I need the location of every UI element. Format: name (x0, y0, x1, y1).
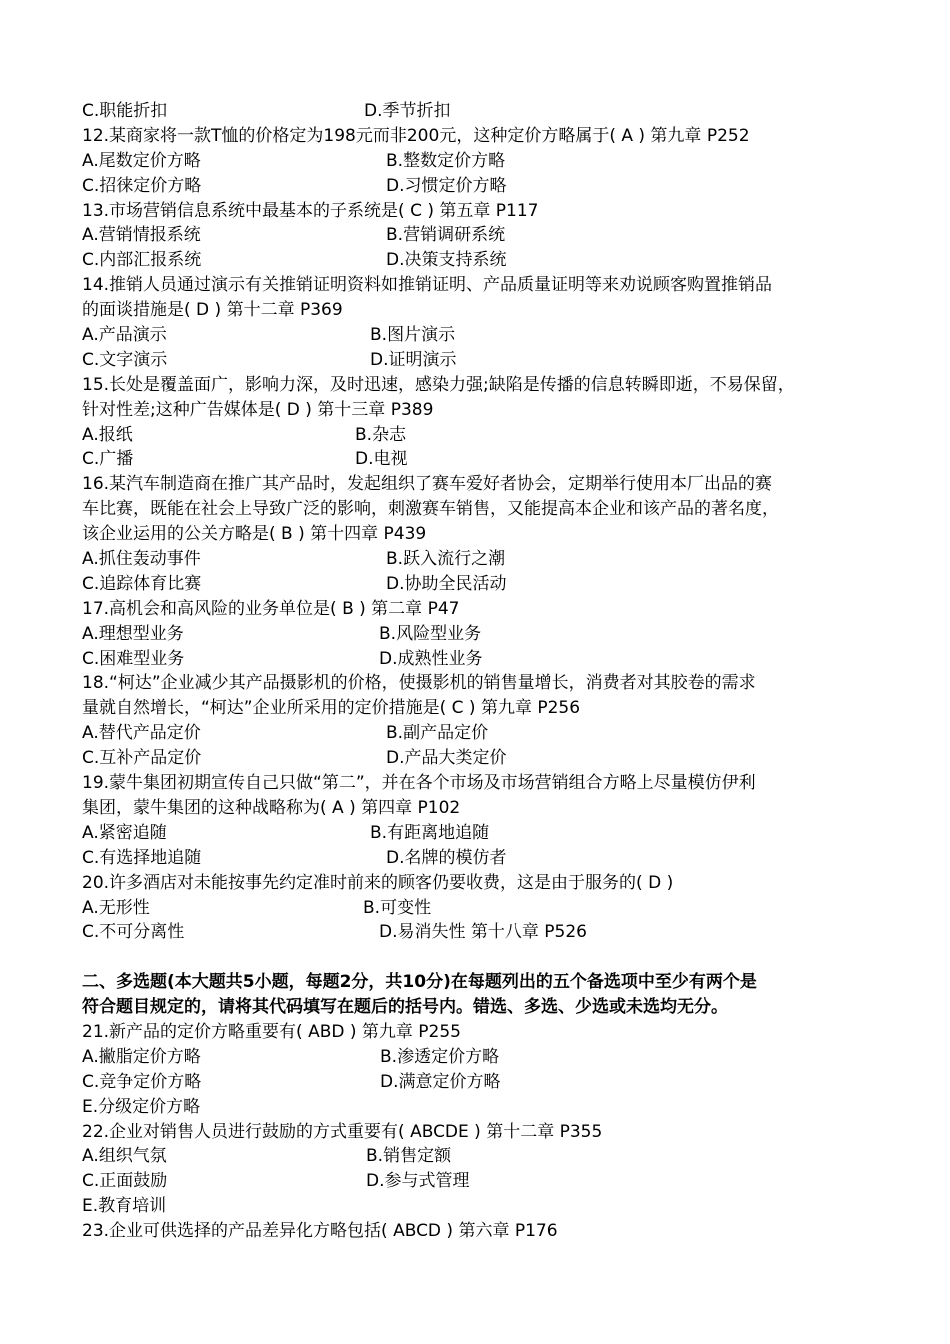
option-right: D.参与式管理 (366, 1171, 470, 1192)
option-right: D.决策支持系统 (386, 250, 507, 271)
option-right: B.有距离地追随 (370, 822, 490, 843)
option-left: A.紧密追随 (82, 822, 167, 843)
option-right: D.易消失性 第十八章 P526 (379, 922, 588, 943)
section-heading: 二、多选题(本大题共5小题，每题2分，共10分)在每题列出的五个备选项中至少有两个是 (82, 972, 757, 993)
options-row (82, 896, 882, 921)
option-left: A.产品演示 (82, 325, 167, 346)
options-row (82, 1045, 882, 1070)
question-line: 22.企业对销售人员进行鼓励的方式重要有( ABCDE ) 第十二章 P355 (82, 1121, 603, 1142)
options-row (82, 622, 882, 647)
option-left: C.职能折扣 (82, 101, 168, 121)
question-line: 16.某汽车制造商在推广其产品时，发起组织了赛车爱好者协会，定期举行使用本厂出品的赛 (82, 474, 773, 495)
option-left: C.竞争定价方略 (82, 1071, 202, 1092)
option-right: D.习惯定价方略 (386, 175, 507, 196)
options-row (82, 821, 882, 846)
options-row (82, 323, 882, 348)
option-left: A.理想型业务 (82, 623, 184, 644)
option-right: B.整数定价方略 (386, 150, 506, 171)
option-right: B.图片演示 (370, 325, 456, 346)
question-line: 15.长处是覆盖面广，影响力深，及时迅速，感染力强;缺陷是传播的信息转瞬即逝，不易保留， (82, 374, 795, 395)
option-right: D.产品大类定价 (386, 748, 507, 769)
question-line: E.教育培训 (82, 1196, 167, 1217)
document-content (82, 99, 882, 1244)
option-left: C.内部汇报系统 (82, 250, 202, 271)
option-right: B.副产品定价 (386, 723, 489, 744)
options-row (82, 348, 882, 373)
option-left: C.互补产品定价 (82, 748, 202, 769)
question-line: 针对性差;这种广告媒体是( D ) 第十三章 P389 (82, 399, 434, 420)
option-left: A.无形性 (82, 897, 150, 918)
option-right: B.风险型业务 (379, 623, 482, 644)
question-line: 20.许多酒店对未能按事先约定准时前来的顾客仍要收费，这是由于服务的( D ) (82, 872, 674, 893)
options-row (82, 1144, 882, 1169)
options-row (82, 846, 882, 871)
option-right: D.协助全民活动 (386, 573, 507, 594)
blank-line (82, 945, 882, 970)
option-left: C.正面鼓励 (82, 1171, 168, 1192)
option-left: C.追踪体育比赛 (82, 573, 202, 594)
options-row (82, 223, 882, 248)
option-right: B.可变性 (363, 897, 432, 918)
option-right: B.渗透定价方略 (380, 1046, 500, 1067)
options-row (82, 920, 882, 945)
option-left: C.招徕定价方略 (82, 175, 202, 196)
option-left: A.营销情报系统 (82, 225, 201, 246)
option-right: D.名牌的模仿者 (386, 847, 507, 868)
option-right: B.跃入流行之潮 (386, 549, 506, 570)
question-line: 14.推销人员通过演示有关推销证明资料如推销证明、产品质量证明等来劝说顾客购置推销品 (82, 275, 773, 296)
option-left: A.尾数定价方略 (82, 150, 201, 171)
question-line: 该企业运用的公关方略是( B ) 第十四章 P439 (82, 524, 427, 545)
section-heading: 符合题目规定的，请将其代码填写在题后的括号内。错选、多选、少选或未选均无分。 (82, 997, 728, 1018)
options-row (82, 572, 882, 597)
option-right: D.满意定价方略 (380, 1071, 501, 1092)
question-line: 23.企业可供选择的产品差异化方略包括( ABCD ) 第六章 P176 (82, 1221, 558, 1242)
options-row (82, 99, 882, 124)
question-line: 车比赛，既能在社会上导致广泛的影响，刺激赛车销售，又能提高本企业和该产品的著名度， (82, 499, 779, 520)
options-row (82, 1070, 882, 1095)
options-row (82, 547, 882, 572)
options-row (82, 1169, 882, 1194)
option-right: D.电视 (355, 449, 408, 470)
question-line: 19.蒙牛集团初期宣传自己只做“第二”，并在各个市场及市场营销组合方略上尽量模仿伊利 (82, 773, 756, 794)
option-left: C.广播 (82, 449, 134, 470)
question-line: 12.某商家将一款T恤的价格定为198元而非200元，这种定价方略属于( A ) 第九章 P252 (82, 125, 750, 146)
options-row (82, 423, 882, 448)
option-right: D.季节折扣 (364, 101, 451, 121)
question-line: 18.“柯达”企业减少其产品摄影机的价格，使摄影机的销售量增长，消费者对其胶卷的需求 (82, 673, 756, 694)
option-left: C.困难型业务 (82, 648, 185, 669)
question-line: 17.高机会和高风险的业务单位是( B ) 第二章 P47 (82, 598, 460, 619)
option-left: C.文字演示 (82, 349, 168, 370)
options-row (82, 447, 882, 472)
options-row (82, 647, 882, 672)
question-line: E.分级定价方略 (82, 1096, 201, 1117)
option-left: A.替代产品定价 (82, 723, 201, 744)
options-row (82, 721, 882, 746)
option-right: B.销售定额 (366, 1146, 452, 1167)
options-row (82, 174, 882, 199)
option-left: A.报纸 (82, 424, 133, 445)
options-row (82, 746, 882, 771)
option-right: D.证明演示 (370, 349, 457, 370)
option-left: C.不可分离性 (82, 922, 185, 943)
options-row (82, 149, 882, 174)
option-left: A.撇脂定价方略 (82, 1046, 201, 1067)
question-line: 的面谈措施是( D ) 第十二章 P369 (82, 300, 343, 321)
option-left: A.组织气氛 (82, 1146, 167, 1167)
question-line: 13.市场营销信息系统中最基本的子系统是( C ) 第五章 P117 (82, 200, 539, 221)
question-line: 21.新产品的定价方略重要有( ABD ) 第九章 P255 (82, 1021, 461, 1042)
option-right: B.杂志 (355, 424, 407, 445)
question-line: 集团，蒙牛集团的这种战略称为( A ) 第四章 P102 (82, 797, 461, 818)
option-left: C.有选择地追随 (82, 847, 202, 868)
option-left: A.抓住轰动事件 (82, 549, 201, 570)
question-line: 量就自然增长，“柯达”企业所采用的定价措施是( C ) 第九章 P256 (82, 698, 581, 719)
options-row (82, 248, 882, 273)
option-right: B.营销调研系统 (386, 225, 506, 246)
option-right: D.成熟性业务 (379, 648, 483, 669)
